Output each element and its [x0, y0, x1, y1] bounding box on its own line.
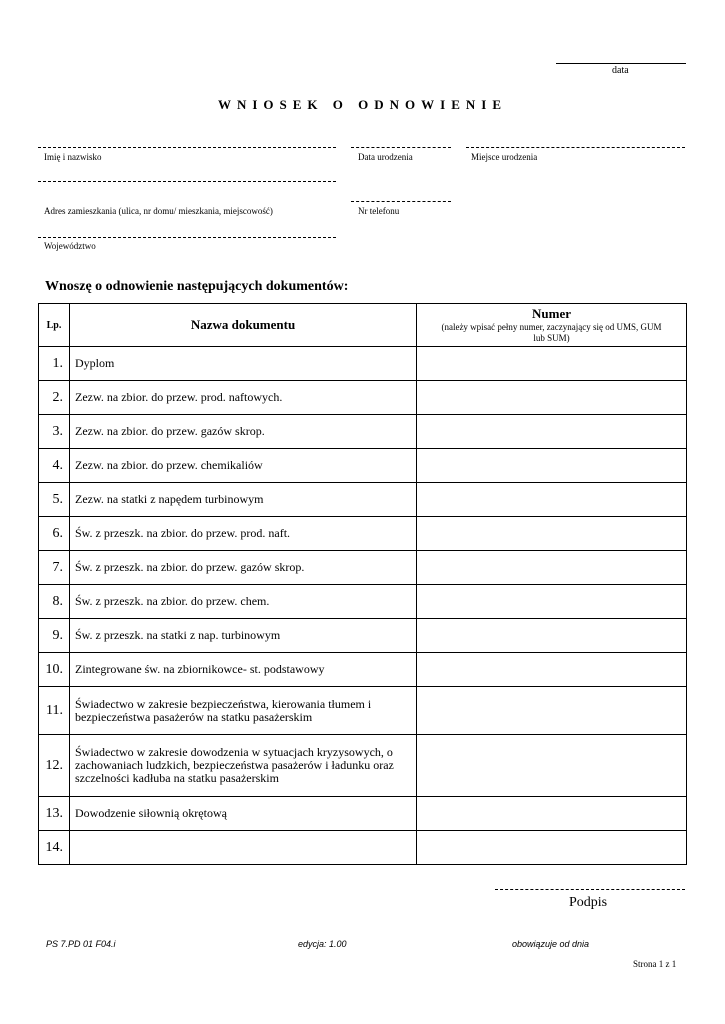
row-document-name: Zezw. na statki z napędem turbinowym: [70, 483, 417, 517]
table-row: [39, 619, 687, 653]
table-row: [39, 797, 687, 831]
table-row: [39, 381, 687, 415]
footer-valid: obowiązuje od dnia: [512, 939, 590, 949]
birthplace-field[interactable]: [466, 147, 685, 148]
row-lp: 12.: [39, 735, 70, 797]
row-number-field[interactable]: [417, 381, 687, 415]
section-title: Wnoszę o odnowienie następujących dokumentów:: [45, 279, 349, 294]
row-document-name: Zezw. na zbior. do przew. prod. naftowych.: [70, 381, 417, 415]
row-lp: 9.: [39, 619, 70, 653]
row-document-name: Dyplom: [70, 347, 417, 381]
col-number-header: [417, 304, 687, 347]
page-number: Strona 1 z 1: [633, 959, 677, 969]
row-number-field[interactable]: [417, 735, 687, 797]
table-row: [39, 483, 687, 517]
table-header-row: [39, 304, 687, 347]
row-number-field[interactable]: [417, 449, 687, 483]
row-document-name: Św. z przeszk. na zbior. do przew. chem.: [70, 585, 417, 619]
row-document-name: Dowodzenie siłownią okrętową: [70, 797, 417, 831]
row-document-name: Św. z przeszk. na statki z nap. turbinowym: [70, 619, 417, 653]
birthdate-field[interactable]: [351, 147, 451, 148]
table-row: [39, 415, 687, 449]
row-lp: 13.: [39, 797, 70, 831]
table-row: [39, 653, 687, 687]
table-row: [39, 687, 687, 735]
row-document-name: Św. z przeszk. na zbior. do przew. gazów skrop.: [70, 551, 417, 585]
phone-label: Nr telefonu: [358, 206, 400, 216]
row-document-name: [70, 831, 417, 865]
row-lp: 14.: [39, 831, 70, 865]
row-number-field[interactable]: [417, 619, 687, 653]
row-lp: 11.: [39, 687, 70, 735]
col-number-note: (należy wpisać pełny numer, zaczynający się od UMS, GUM lub SUM): [441, 322, 662, 343]
row-number-field[interactable]: [417, 483, 687, 517]
col-name-header: Nazwa dokumentu: [70, 304, 417, 347]
row-document-name: Świadectwo w zakresie dowodzenia w sytuacjach kryzysowych, o zachowaniach ludzkich, bezpieczeństwa pasażerów i ładunku oraz szczelności kadłuba na statku pasażerskim: [70, 735, 417, 797]
table-row: [39, 347, 687, 381]
row-lp: 3.: [39, 415, 70, 449]
row-document-name: Zezw. na zbior. do przew. gazów skrop.: [70, 415, 417, 449]
birthdate-label: Data urodzenia: [358, 152, 413, 162]
documents-table: [38, 303, 687, 865]
col-number-title: Numer: [532, 306, 571, 321]
birthplace-label: Miejsce urodzenia: [471, 152, 538, 162]
row-number-field[interactable]: [417, 653, 687, 687]
row-lp: 7.: [39, 551, 70, 585]
address-label: Adres zamieszkania (ulica, nr domu/ mieszkania, miejscowość): [44, 206, 273, 216]
row-document-name: Zintegrowane św. na zbiornikowce- st. podstawowy: [70, 653, 417, 687]
table-row: [39, 831, 687, 865]
row-number-field[interactable]: [417, 585, 687, 619]
table-row: [39, 585, 687, 619]
row-number-field[interactable]: [417, 551, 687, 585]
name-field[interactable]: [38, 147, 336, 148]
footer-code: PS 7.PD 01 F04.i: [46, 939, 116, 949]
row-lp: 5.: [39, 483, 70, 517]
date-label: data: [612, 65, 629, 76]
address-field-2[interactable]: [38, 237, 336, 238]
table-row: [39, 449, 687, 483]
row-number-field[interactable]: [417, 687, 687, 735]
row-number-field[interactable]: [417, 415, 687, 449]
row-lp: 10.: [39, 653, 70, 687]
row-document-name: Świadectwo w zakresie bezpieczeństwa, kierowania tłumem i bezpieczeństwa pasażerów na statku pasażerskim: [70, 687, 417, 735]
row-lp: 2.: [39, 381, 70, 415]
col-lp-header: Lp.: [39, 304, 70, 347]
table-row: [39, 735, 687, 797]
row-number-field[interactable]: [417, 517, 687, 551]
signature-line[interactable]: [495, 889, 685, 890]
page-title: WNIOSEK O ODNOWIENIE: [217, 97, 508, 112]
row-number-field[interactable]: [417, 347, 687, 381]
row-number-field[interactable]: [417, 797, 687, 831]
row-number-field[interactable]: [417, 831, 687, 865]
table-row: [39, 551, 687, 585]
row-lp: 1.: [39, 347, 70, 381]
row-document-name: Zezw. na zbior. do przew. chemikaliów: [70, 449, 417, 483]
row-lp: 4.: [39, 449, 70, 483]
signature-label: Podpis: [569, 895, 608, 910]
row-lp: 6.: [39, 517, 70, 551]
voivodeship-label: Województwo: [44, 241, 96, 251]
table-row: [39, 517, 687, 551]
row-document-name: Św. z przeszk. na zbior. do przew. prod. naft.: [70, 517, 417, 551]
footer-edition: edycja: 1.00: [298, 939, 347, 949]
row-lp: 8.: [39, 585, 70, 619]
name-label: Imię i nazwisko: [44, 152, 102, 162]
date-line[interactable]: [556, 63, 686, 64]
phone-field[interactable]: [351, 201, 451, 202]
address-field[interactable]: [38, 181, 336, 182]
